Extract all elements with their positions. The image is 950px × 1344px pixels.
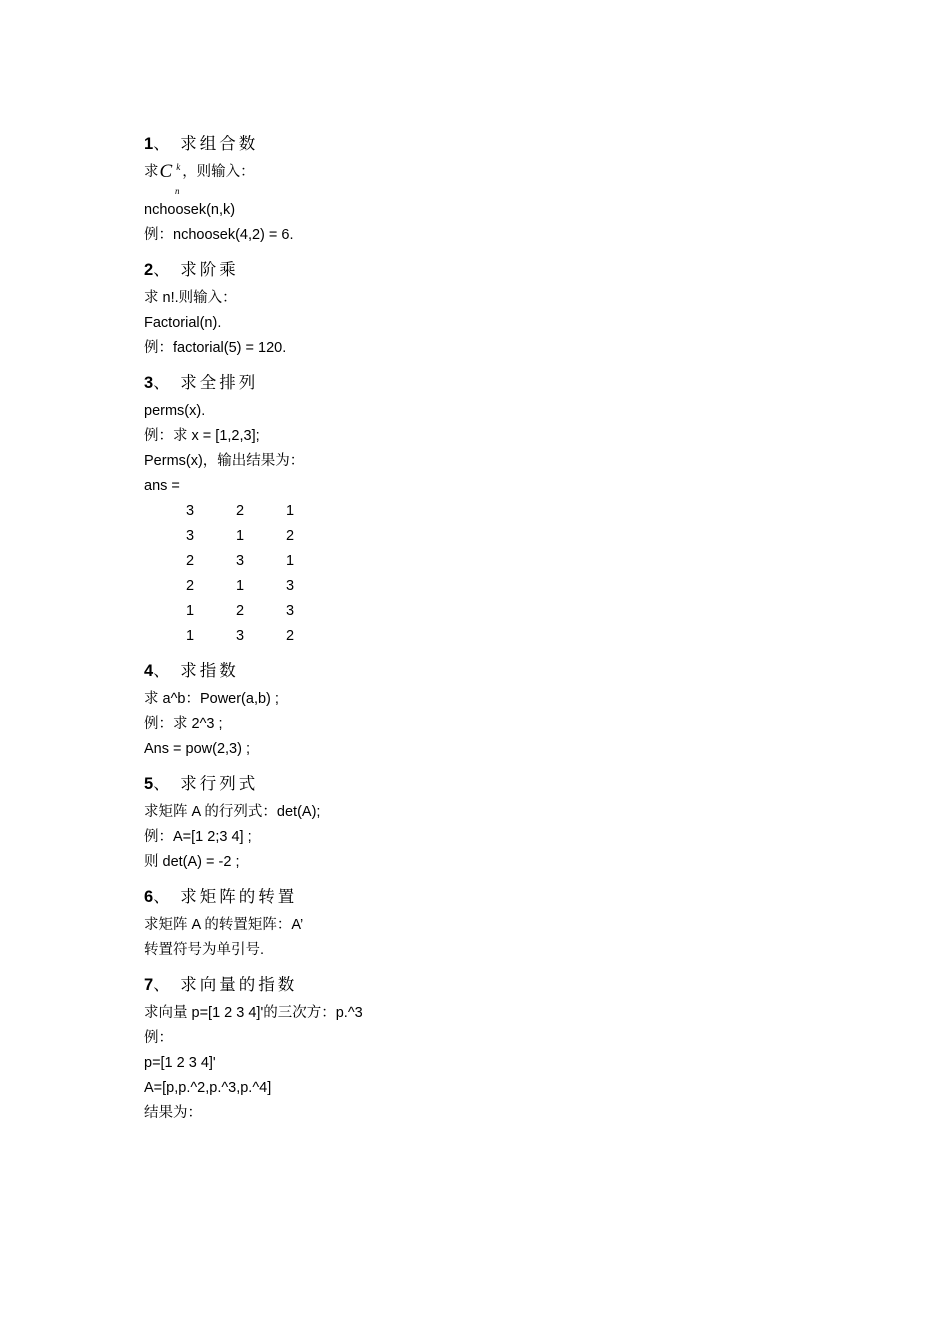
text-line: 例：求 2^3 ; (144, 716, 223, 732)
matrix-row (186, 549, 844, 574)
matrix-cell: 3 (286, 578, 295, 594)
section-title: 、 求矩阵的转置 (153, 888, 298, 906)
matrix-cell: 3 (286, 603, 295, 619)
section-transpose (144, 885, 844, 963)
section-number: 7 (144, 976, 154, 994)
text-line: Ans = pow(2,3) ; (144, 741, 250, 757)
section-heading (144, 132, 844, 160)
matrix-cell: 3 (236, 553, 245, 569)
formula-superscript: k (176, 162, 181, 172)
text-line: 求矩阵 A 的转置矩阵：A’ (144, 917, 304, 933)
matrix-cell: 1 (236, 578, 245, 594)
section-heading (144, 371, 844, 399)
matrix-cell: 1 (236, 528, 245, 544)
text-line: 求 a^b：Power(a,b) ; (144, 691, 279, 707)
text-line: Perms(x)，输出结果为： (144, 453, 305, 469)
text-line: 求向量 p=[1 2 3 4]'的三次方：p.^3 (144, 1005, 363, 1021)
section-title: 、 求阶乘 (153, 261, 239, 279)
section-title: 、 求行列式 (153, 775, 259, 793)
text-line: 例：求 x = [1,2,3]; (144, 428, 260, 444)
combination-formula (144, 160, 844, 198)
document-page (144, 128, 844, 1136)
section-number: 4 (144, 662, 154, 680)
formula-letter: C (159, 161, 173, 182)
text-line: Factorial(n). (144, 315, 222, 331)
section-permutation (144, 371, 844, 649)
matrix-cell: 1 (186, 603, 195, 619)
formula-suffix: ，则输入： (182, 164, 255, 180)
section-number: 2 (144, 261, 154, 279)
matrix-cell: 1 (286, 553, 295, 569)
matrix-cell: 2 (236, 603, 245, 619)
section-title: 、 求全排列 (153, 374, 259, 392)
section-heading (144, 659, 844, 687)
section-title: 、 求组合数 (153, 135, 259, 153)
text-line: 例：nchoosek(4,2) = 6. (144, 227, 294, 243)
matrix-row (186, 574, 844, 599)
matrix-row (186, 599, 844, 624)
section-combination (144, 132, 844, 248)
matrix-row (186, 524, 844, 549)
matrix-cell: 2 (186, 553, 195, 569)
matrix-row (186, 624, 844, 649)
matrix-row (186, 499, 844, 524)
section-heading (144, 973, 844, 1001)
section-title: 、 求指数 (153, 662, 239, 680)
text-line: p=[1 2 3 4]' (144, 1055, 216, 1071)
section-number: 6 (144, 888, 154, 906)
section-number: 5 (144, 775, 154, 793)
text-line: 求矩阵 A 的行列式：det(A); (144, 804, 321, 820)
formula-prefix: 求 (144, 164, 159, 180)
matrix-cell: 3 (186, 528, 195, 544)
section-vector-power (144, 973, 844, 1126)
matrix-cell: 1 (186, 628, 195, 644)
section-heading (144, 258, 844, 286)
matrix-cell: 3 (186, 503, 195, 519)
text-line: 转置符号为单引号. (144, 942, 265, 958)
text-line: perms(x). (144, 403, 206, 419)
text-line: A=[p,p.^2,p.^3,p.^4] (144, 1080, 272, 1096)
matrix-cell: 1 (286, 503, 295, 519)
matrix-cell: 2 (286, 528, 295, 544)
section-number: 1 (144, 135, 154, 153)
text-line: ans = (144, 478, 180, 494)
text-line: 结果为： (144, 1105, 202, 1121)
text-line: nchoosek(n,k) (144, 202, 236, 218)
text-line: 例：factorial(5) = 120. (144, 340, 287, 356)
matrix-cell: 2 (236, 503, 245, 519)
text-line: 例：A=[1 2;3 4] ; (144, 829, 252, 845)
section-determinant (144, 772, 844, 875)
section-factorial (144, 258, 844, 361)
text-line: 例： (144, 1030, 173, 1046)
section-heading (144, 772, 844, 800)
section-exponent (144, 659, 844, 762)
section-heading (144, 885, 844, 913)
permutation-matrix (186, 499, 844, 649)
text-line: 则 det(A) = -2 ; (144, 854, 240, 870)
matrix-cell: 3 (236, 628, 245, 644)
matrix-cell: 2 (186, 578, 195, 594)
section-number: 3 (144, 374, 154, 392)
text-line: 求 n!.则输入： (144, 290, 237, 306)
matrix-cell: 2 (286, 628, 295, 644)
formula-subscript: n (175, 186, 180, 196)
section-title: 、 求向量的指数 (153, 976, 298, 994)
